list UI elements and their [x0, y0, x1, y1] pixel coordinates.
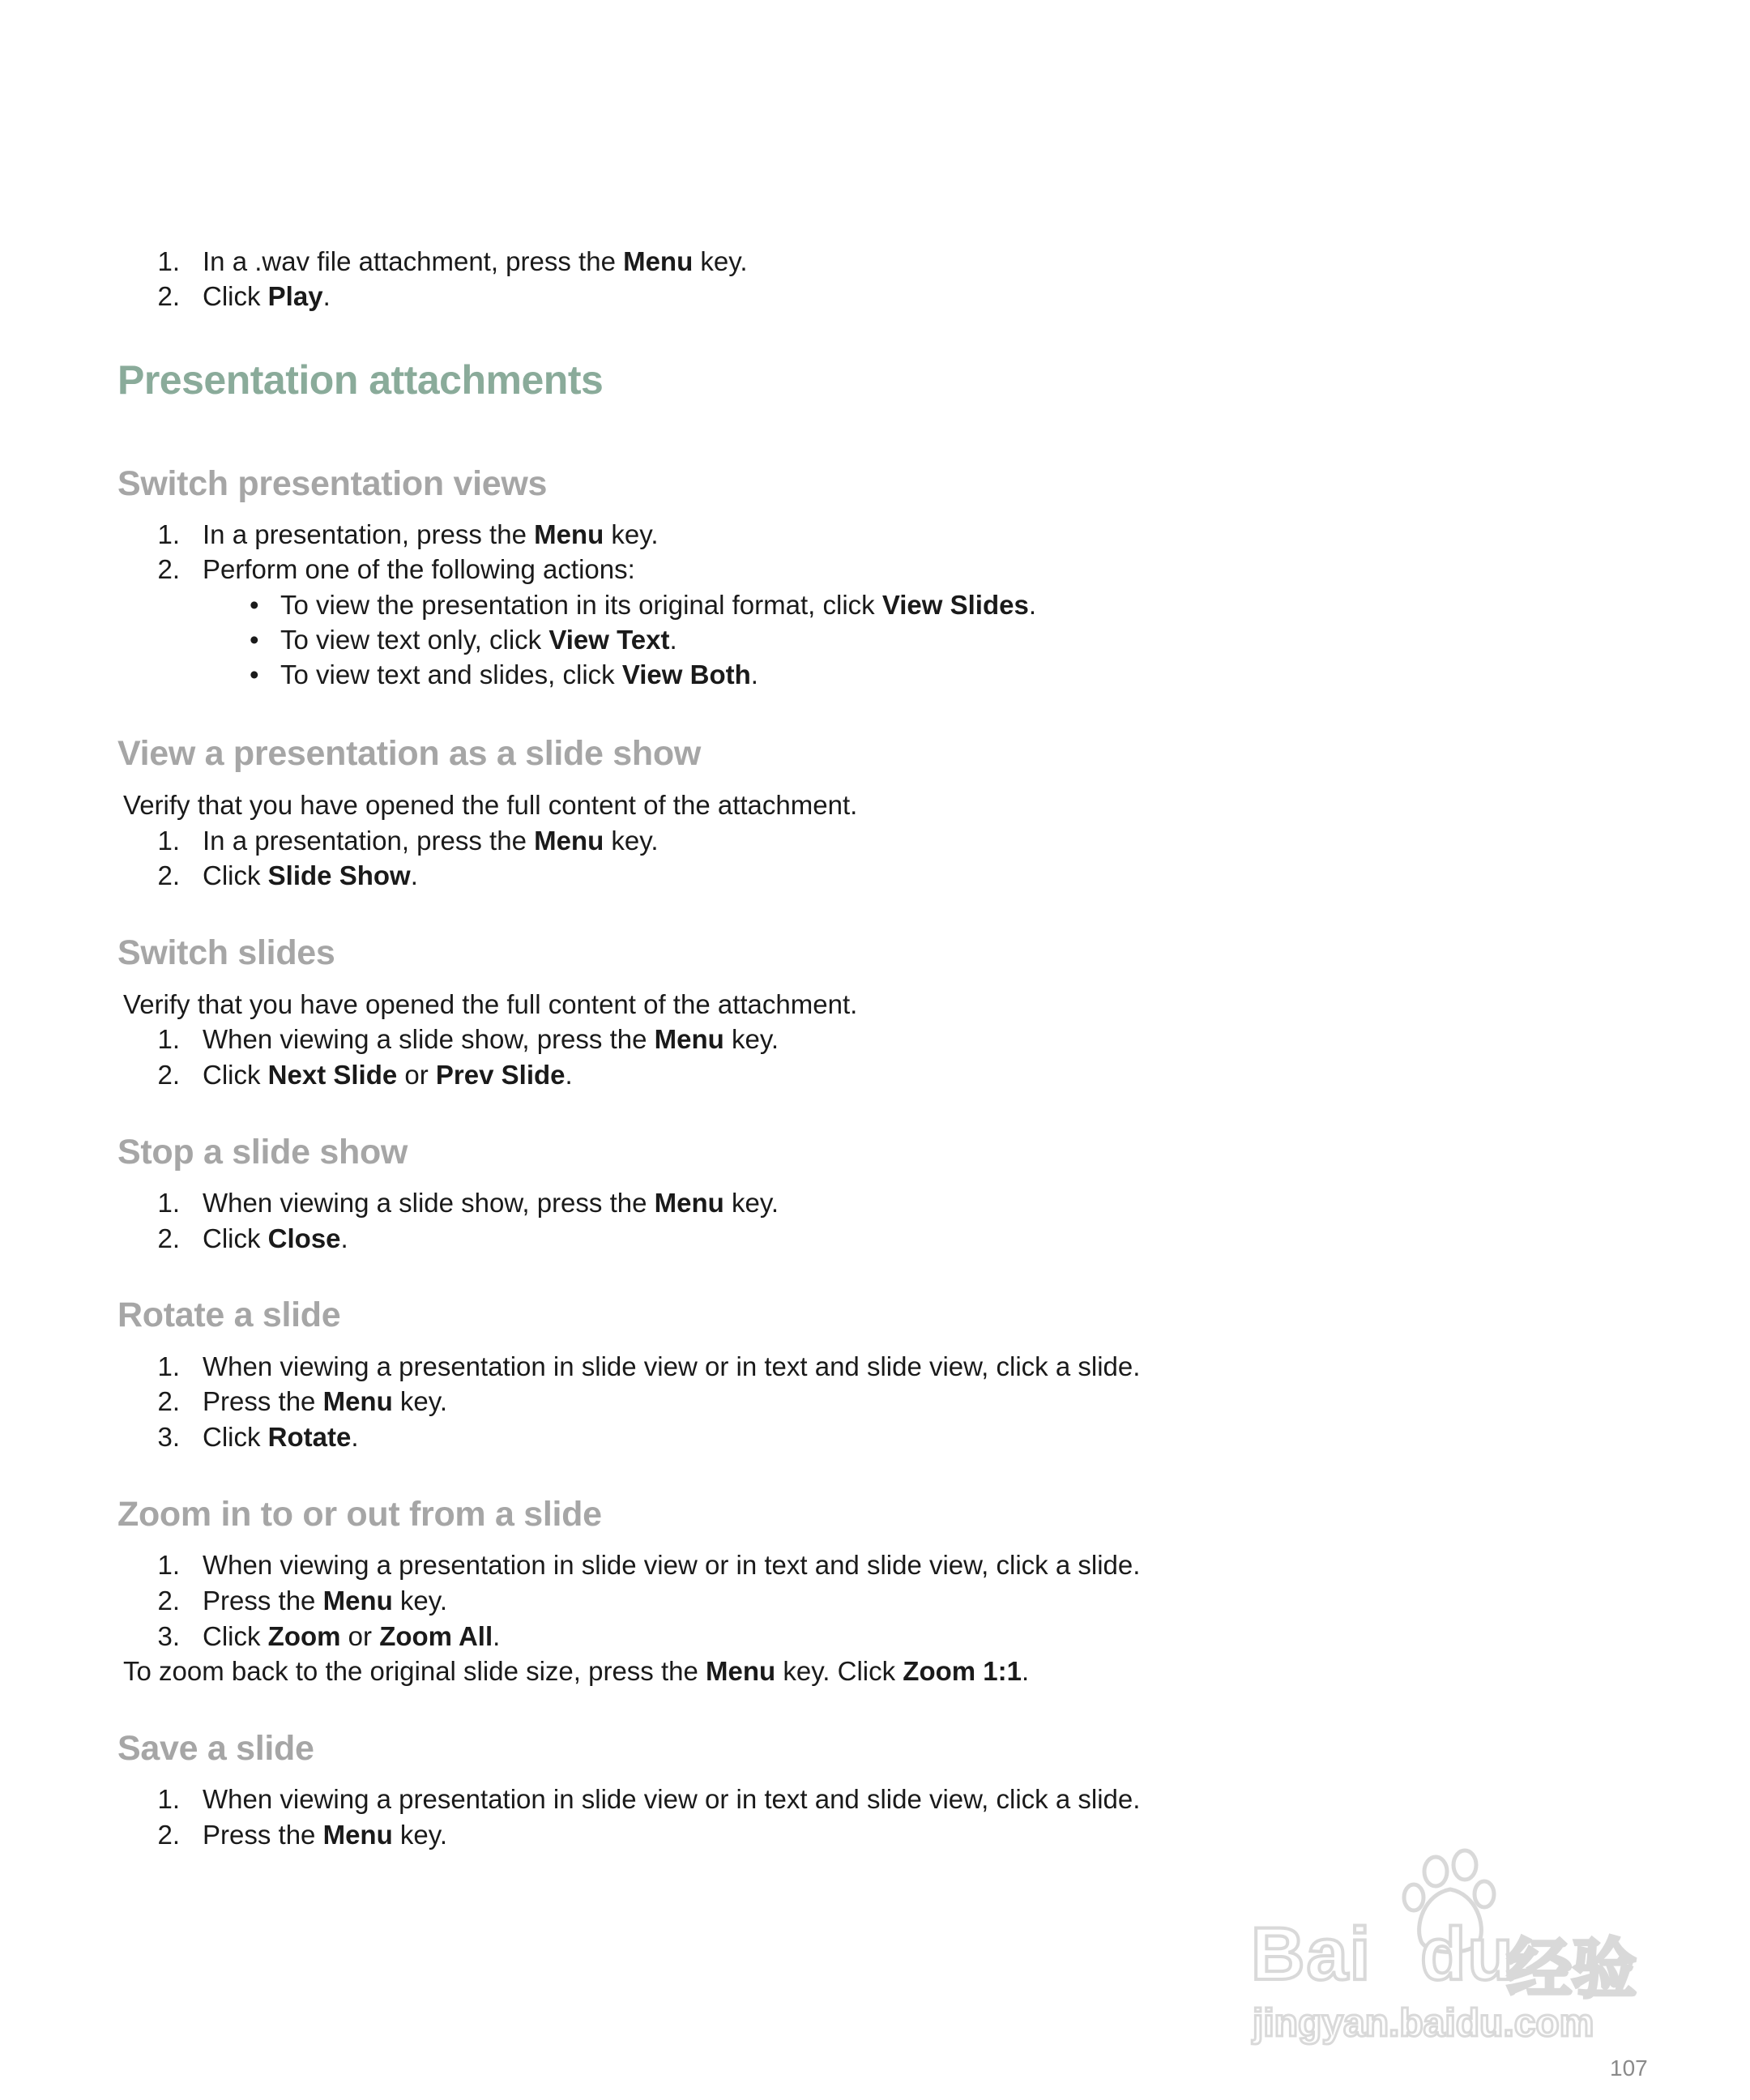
- section-heading-stop-show: Stop a slide show: [117, 1133, 408, 1172]
- step-number: 3.: [157, 1422, 180, 1452]
- step-number: 2.: [157, 1586, 180, 1616]
- section-heading-slide-show: View a presentation as a slide show: [117, 734, 701, 773]
- bullet-text: To view the presentation in its original format, click View Slides.: [280, 590, 1036, 620]
- page-number: 107: [1610, 2055, 1648, 2081]
- step-text: When viewing a slide show, press the Menu key.: [203, 1188, 779, 1218]
- step-number: 2.: [157, 281, 180, 311]
- step-text: Click Rotate.: [203, 1422, 359, 1452]
- baidu-watermark: [1248, 1847, 1669, 2050]
- step-number: 1.: [157, 826, 180, 856]
- step-text: When viewing a presentation in slide view or in text and slide view, click a slide.: [203, 1784, 1141, 1814]
- step-number: 1.: [157, 1024, 180, 1054]
- step-text: Click Close.: [203, 1223, 348, 1253]
- section-heading-rotate: Rotate a slide: [117, 1295, 341, 1334]
- step-number: 1.: [157, 1550, 180, 1580]
- zoom-back-note: To zoom back to the original slide size, press the Menu key. Click Zoom 1:1.: [123, 1656, 1030, 1686]
- step-text: In a presentation, press the Menu key.: [203, 519, 659, 549]
- step-text: Click Slide Show.: [203, 860, 418, 890]
- step-number: 1.: [157, 246, 180, 276]
- step-text: In a presentation, press the Menu key.: [203, 826, 659, 856]
- step-text: Press the Menu key.: [203, 1820, 447, 1850]
- section-heading-save: Save a slide: [117, 1729, 314, 1768]
- step-text: Perform one of the following actions:: [203, 554, 635, 584]
- step-text: When viewing a presentation in slide view or in text and slide view, click a slide.: [203, 1351, 1141, 1381]
- step-number: 2.: [157, 554, 180, 584]
- step-number: 2.: [157, 1060, 180, 1090]
- step-text: In a .wav file attachment, press the Menu key.: [203, 246, 748, 276]
- bullet-text: To view text only, click View Text.: [280, 625, 677, 655]
- watermark-brand: Bai du: [1251, 1913, 1515, 1995]
- bullet-icon: •: [250, 659, 259, 689]
- section-heading-zoom: Zoom in to or out from a slide: [117, 1495, 602, 1534]
- bullet-text: To view text and slides, click View Both.: [280, 659, 758, 689]
- watermark-brand-cn: 经验: [1507, 1931, 1637, 2007]
- step-number: 2.: [157, 1386, 180, 1416]
- watermark-url: jingyan.baidu.com: [1253, 2002, 1594, 2045]
- step-text: Press the Menu key.: [203, 1386, 447, 1416]
- step-text: Press the Menu key.: [203, 1586, 447, 1616]
- step-text: Click Next Slide or Prev Slide.: [203, 1060, 573, 1090]
- step-number: 1.: [157, 1188, 180, 1218]
- section-heading-switch-views: Switch presentation views: [117, 464, 548, 503]
- page-title: Presentation attachments: [117, 357, 604, 403]
- prerequisite-note: Verify that you have opened the full content of the attachment.: [123, 989, 858, 1019]
- bullet-icon: •: [250, 590, 259, 620]
- step-number: 3.: [157, 1621, 180, 1651]
- step-text: When viewing a slide show, press the Menu key.: [203, 1024, 779, 1054]
- step-number: 2.: [157, 1820, 180, 1850]
- step-number: 2.: [157, 860, 180, 890]
- step-number: 1.: [157, 1784, 180, 1814]
- step-text: Click Zoom or Zoom All.: [203, 1621, 501, 1651]
- prerequisite-note: Verify that you have opened the full content of the attachment.: [123, 790, 858, 820]
- step-number: 2.: [157, 1223, 180, 1253]
- bullet-icon: •: [250, 625, 259, 655]
- step-number: 1.: [157, 519, 180, 549]
- step-text: When viewing a presentation in slide view or in text and slide view, click a slide.: [203, 1550, 1141, 1580]
- step-text: Click Play.: [203, 281, 331, 311]
- section-heading-switch-slides: Switch slides: [117, 933, 335, 972]
- step-number: 1.: [157, 1351, 180, 1381]
